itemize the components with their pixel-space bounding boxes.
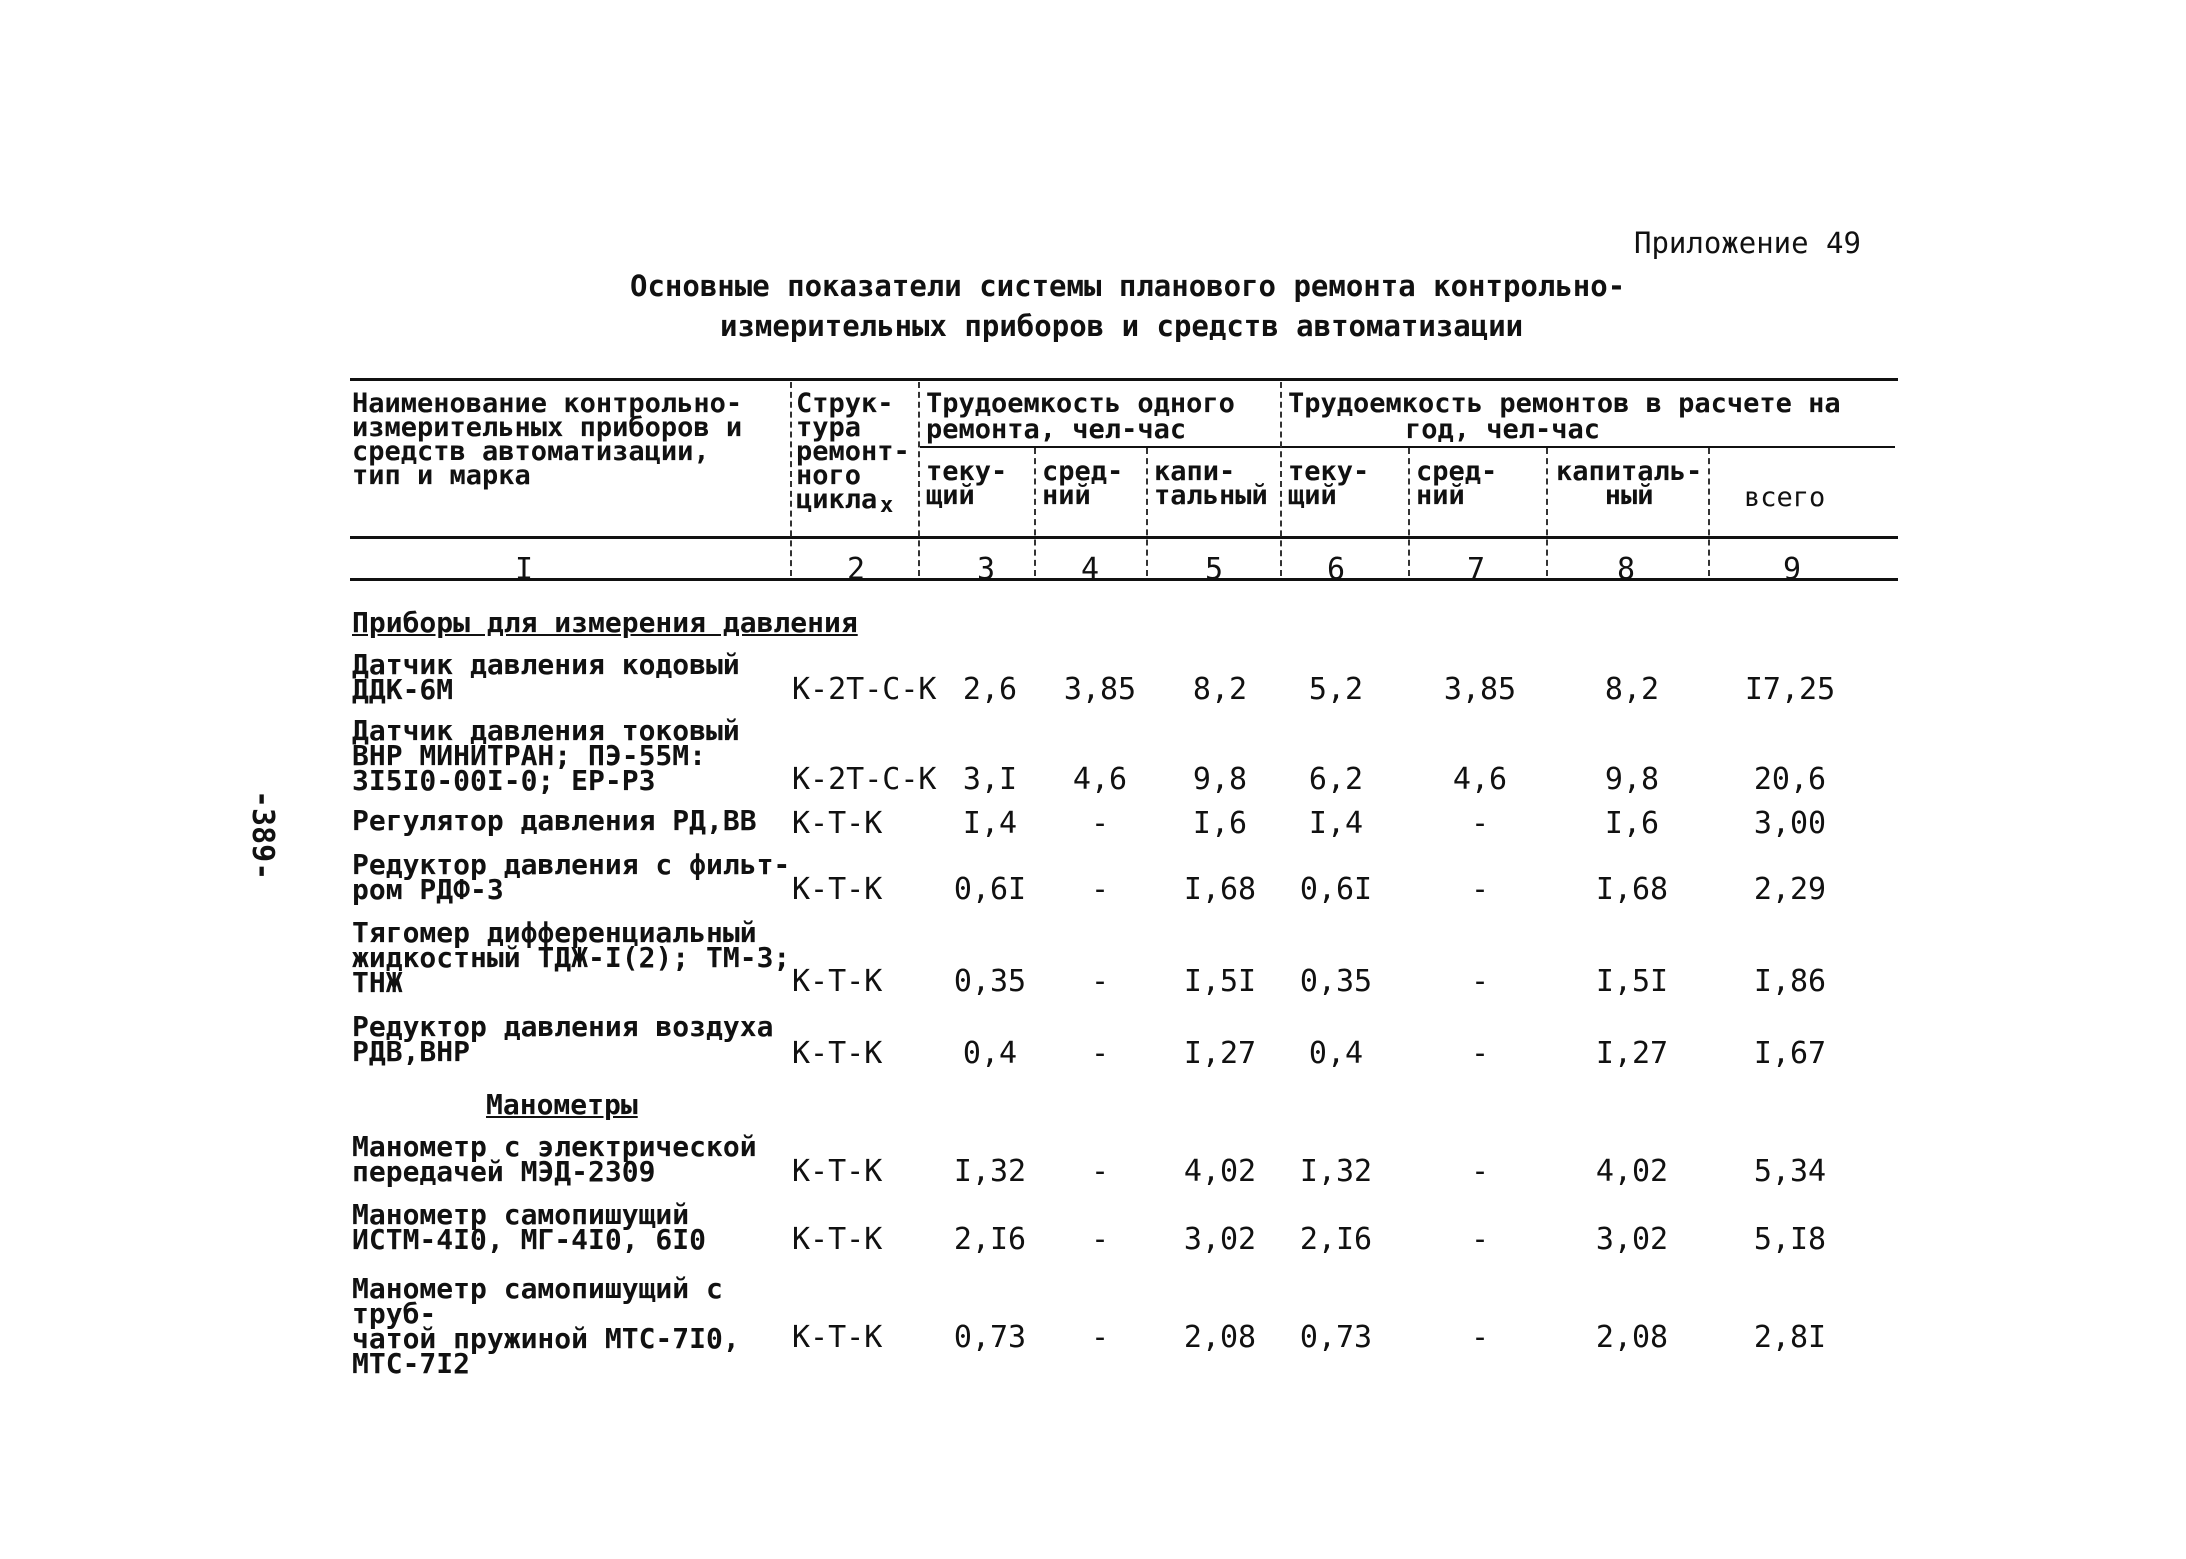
cell-cycle: К-Т-К [792,1154,883,1189]
table-top-rule [350,378,1898,381]
cell-cycle: К-2Т-С-К [792,672,937,707]
col-divider-7 [1546,448,1548,576]
cell-capital: I,27 [1183,1036,1257,1071]
cell-current: I,32 [953,1154,1027,1189]
cell-capital-annual: I,27 [1595,1036,1669,1071]
header-capital: капи- тальный [1154,456,1268,511]
cell-cycle: К-2Т-С-К [792,762,937,797]
cell-capital-annual: I,6 [1604,806,1660,841]
cell-current-annual: 0,35 [1299,964,1373,999]
cell-total: 2,29 [1753,872,1827,907]
cell-capital: I,6 [1192,806,1248,841]
row-name: Датчик давления токовый ВНР МИНИТРАН; ПЭ-55М: 3I5I0-00I-0; ЕР-Р3 [352,714,740,797]
cell-cycle: К-Т-К [792,1036,883,1071]
cell-current-annual: 0,73 [1299,1320,1373,1355]
cell-medium-annual: - [1470,1036,1490,1071]
section-title-pressure-instruments: Приборы для измерения давления [352,606,858,639]
cell-current: I,4 [962,806,1018,841]
cell-capital-annual: 3,02 [1595,1222,1669,1257]
header-total: всего [1744,482,1826,513]
cell-current: 0,73 [953,1320,1027,1355]
col-number-2: 2 [846,552,866,587]
cell-cycle: К-Т-К [792,872,883,907]
page-number: -389- [245,790,280,881]
cell-capital-annual: I,68 [1595,872,1669,907]
table-row [0,916,2186,999]
header-bottom-rule [350,536,1898,539]
cell-total: I7,25 [1744,672,1836,707]
cell-medium-annual: - [1470,1154,1490,1189]
cell-capital-annual: 2,08 [1595,1320,1669,1355]
row-name: Манометр самопишущий ИСТМ-4I0, МГ-4I0, 6I0 [352,1198,707,1256]
cell-total: I,67 [1753,1036,1827,1071]
cell-cycle: К-Т-К [792,964,883,999]
cell-total: 20,6 [1753,762,1827,797]
row-name: Датчик давления кодовый ДДК-6М [352,648,740,706]
cell-cycle: К-Т-К [792,1320,883,1355]
cell-capital: I,5I [1183,964,1257,999]
row-name: Тягомер дифференциальный жидкостный ТДЖ-I(2); ТМ-3; ТНЖ [352,916,791,999]
col-number-1: I [514,552,534,587]
section-title-manometers: Манометры [486,1088,638,1121]
row-name: Редуктор давления воздуха РДВ,ВНР [352,1010,774,1068]
col-number-5: 5 [1204,552,1224,587]
col-divider-1 [790,382,792,576]
header-medium-annual: сред- ний [1416,456,1498,511]
cell-current: 2,I6 [953,1222,1027,1257]
cell-medium-annual: - [1470,1320,1490,1355]
cell-current-annual: 5,2 [1308,672,1364,707]
col-divider-3 [1034,448,1036,576]
appendix-label: Приложение 49 [1634,226,1861,260]
cell-capital: 4,02 [1183,1154,1257,1189]
cell-medium: 3,85 [1063,672,1137,707]
cell-capital-annual: 8,2 [1604,672,1660,707]
cell-current: 3,I [962,762,1018,797]
cell-medium-annual: - [1470,964,1490,999]
table-row [0,848,2186,907]
header-capital-annual: капиталь- ный [1556,456,1703,511]
cell-current: 0,35 [953,964,1027,999]
table-row [0,648,2186,707]
cell-medium-annual: 3,85 [1443,672,1517,707]
col-number-8: 8 [1616,552,1636,587]
cell-medium: - [1090,964,1110,999]
row-name: Манометр с электрической передачей МЭД-2309 [352,1130,757,1188]
cell-medium: - [1090,806,1110,841]
col-divider-6 [1408,448,1410,576]
header-name-column: Наименование контрольно- измерительных приборов и средств автоматизации, тип и марка [352,388,743,491]
cell-medium-annual: - [1470,872,1490,907]
row-name: Редуктор давления с фильт- ром РДФ-3 [352,848,791,906]
column-number-rule [350,578,1898,581]
col-number-9: 9 [1782,552,1802,587]
cell-current: 0,6I [953,872,1027,907]
table-row [0,804,2186,841]
header-medium: сред- ний [1042,456,1124,511]
cell-total: 5,34 [1753,1154,1827,1189]
cell-capital: 8,2 [1192,672,1248,707]
cell-medium: 4,6 [1072,762,1128,797]
header-current: теку- щий [926,456,1008,511]
header-group-annual-repairs-unit: год, чел-час [1405,414,1601,445]
cell-current-annual: 6,2 [1308,762,1364,797]
row-name: Регулятор давления РД,ВВ [352,804,757,837]
col-divider-8 [1708,448,1710,576]
cell-current-annual: I,32 [1299,1154,1373,1189]
header-group-single-repair-unit: ремонта, чел-час [926,414,1187,445]
cell-capital-annual: 9,8 [1604,762,1660,797]
cell-current-annual: 2,I6 [1299,1222,1373,1257]
cell-medium-annual: 4,6 [1452,762,1508,797]
table-row [0,1272,2186,1380]
cell-current-annual: 0,4 [1308,1036,1364,1071]
cell-current-annual: 0,6I [1299,872,1373,907]
table-row [0,1130,2186,1189]
col-number-6: 6 [1326,552,1346,587]
cell-total: I,86 [1753,964,1827,999]
cell-cycle: К-Т-К [792,1222,883,1257]
cell-capital: 3,02 [1183,1222,1257,1257]
table-row [0,714,2186,797]
cell-total: 3,00 [1753,806,1827,841]
cell-medium-annual: - [1470,806,1490,841]
header-current-annual: теку- щий [1288,456,1370,511]
cell-current-annual: I,4 [1308,806,1364,841]
header-cycle-structure: Струк- тура ремонт- ного цикла [796,388,910,515]
col-number-7: 7 [1466,552,1486,587]
cell-capital: 9,8 [1192,762,1248,797]
col-number-4: 4 [1080,552,1100,587]
cell-medium: - [1090,872,1110,907]
table-row [0,1010,2186,1071]
cell-medium: - [1090,1154,1110,1189]
col-divider-2 [918,382,920,576]
document-title-line-1: Основные показатели системы планового ремонта контрольно- [630,269,1626,303]
col-number-3: 3 [976,552,996,587]
cell-capital-annual: I,5I [1595,964,1669,999]
cell-cycle: К-Т-К [792,806,883,841]
cell-total: 2,8I [1753,1320,1827,1355]
cell-capital: 2,08 [1183,1320,1257,1355]
cell-medium: - [1090,1222,1110,1257]
cell-capital-annual: 4,02 [1595,1154,1669,1189]
header-footnote-mark: х [880,493,894,518]
header-group-single-repair: Трудоемкость одного [926,388,1235,419]
cell-total: 5,I8 [1753,1222,1827,1257]
cell-current: 0,4 [962,1036,1018,1071]
table-row [0,1198,2186,1257]
col-divider-4 [1146,448,1148,576]
cell-medium-annual: - [1470,1222,1490,1257]
cell-capital: I,68 [1183,872,1257,907]
document-title-line-2: измерительных приборов и средств автоматизации [720,309,1524,343]
header-group-annual-repairs: Трудоемкость ремонтов в расчете на [1288,388,1841,419]
row-name: Манометр самопишущий с труб- чатой пружиной МТС-7I0, МТС-7I2 [352,1272,740,1380]
col-divider-5 [1280,382,1282,576]
cell-medium: - [1090,1036,1110,1071]
cell-current: 2,6 [962,672,1018,707]
cell-medium: - [1090,1320,1110,1355]
